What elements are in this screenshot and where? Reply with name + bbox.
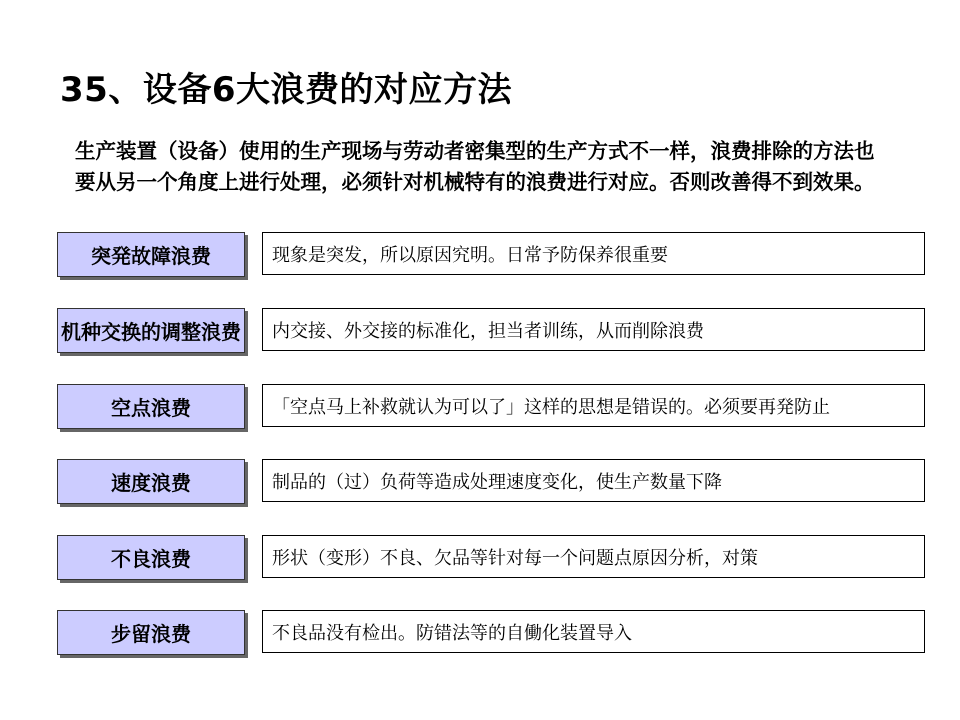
intro-line-1: 生产装置（设备）使用的生产现场与劳动者密集型的生产方式不一样，浪费排除的方法也 [75, 139, 875, 163]
waste-label: 不良浪费 [57, 535, 245, 580]
intro-line-2: 要从另一个角度上进行处理，必须针对机械特有的浪费进行对应。否则改善得不到效果。 [75, 170, 875, 194]
waste-label: 突発故障浪费 [57, 232, 245, 277]
waste-label: 机种交换的调整浪费 [57, 308, 245, 353]
waste-countermeasure: 内交接、外交接的标准化，担当者训练，从而削除浪费 [262, 308, 925, 351]
waste-countermeasure: 形状（变形）不良、欠品等针对每一个问题点原因分析，对策 [262, 535, 925, 578]
waste-countermeasure: 现象是突发，所以原因究明。日常予防保养很重要 [262, 232, 925, 275]
intro-paragraph [75, 136, 875, 198]
waste-label: 空点浪费 [57, 384, 245, 429]
waste-row-4 [0, 459, 960, 505]
waste-row-3 [0, 384, 960, 430]
waste-row-2 [0, 308, 960, 354]
waste-label: 步留浪费 [57, 610, 245, 655]
waste-row-5 [0, 535, 960, 581]
waste-row-1 [0, 232, 960, 278]
waste-row-6 [0, 610, 960, 656]
waste-countermeasure: 制品的（过）负荷等造成处理速度变化，使生产数量下降 [262, 459, 925, 502]
slide-title: 35、设备6大浪费的对应方法 [60, 70, 512, 110]
waste-countermeasure: 不良品没有检出。防错法等的自働化装置导入 [262, 610, 925, 653]
waste-countermeasure: 「空点马上补救就认为可以了」这样的思想是错误的。必须要再発防止 [262, 384, 925, 427]
waste-label: 速度浪费 [57, 459, 245, 504]
